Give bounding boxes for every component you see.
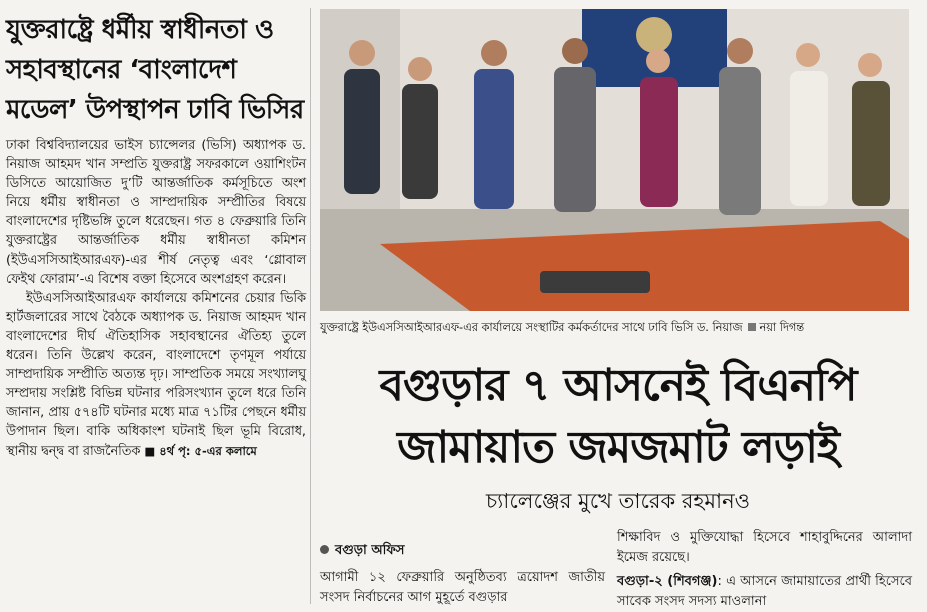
right-column-paragraph: শিক্ষাবিদ ও মুক্তিযোদ্ধা হিসেবে শাহাবুদ্দিনের আলাদা ইমেজ রয়েছে। — [617, 530, 912, 565]
left-article-headline — [6, 10, 306, 130]
caption-text: যুক্তরাষ্ট্রে ইউএসসিআইআরএফ-এর কার্যালয়ে সংস্থাটির কর্মকর্তাদের সাথে ঢাবি ভিসি ড. নিয়াজ — [320, 321, 743, 334]
news-photo — [320, 9, 909, 311]
main-headline-line: জামায়াত জমজমাট লড়াই — [397, 422, 839, 473]
continuation-note: ■ ৪র্থ পৃ: ৫-এর কলামে — [144, 443, 257, 458]
main-article-right-column — [617, 528, 912, 612]
square-bullet-icon — [748, 323, 756, 331]
byline-text: বগুড়া অফিস — [335, 543, 405, 558]
photo-caption — [320, 320, 920, 336]
column-divider — [310, 8, 311, 604]
left-article-paragraph — [6, 289, 306, 461]
right-column-section — [617, 572, 912, 612]
byline — [320, 541, 404, 562]
left-headline-line: যুক্তরাষ্ট্রে ধর্মীয় স্বাধীনতা ও — [6, 15, 274, 45]
left-headline-line: সহাবস্থানের ‘বাংলাদেশ — [6, 55, 237, 85]
main-headline — [318, 355, 918, 479]
left-article-paragraph: ঢাকা বিশ্ববিদ্যালয়ের ভাইস চ্যান্সেলর (ভিসি) অধ্যাপক ড. নিয়াজ আহমদ খান সম্প্রতি যুক্তরাষ্ট্র সফরকালে ওয়াশিংটন ডিসিতে আয়োজিত দু’টি আন্তর্জাতিক কর্মসূচিতে অংশ নিয়ে ধর্মীয় স্বাধীনতা ও সাম্প্রদায়িক সম্প্রীতির বিষয়ে বাংলাদেশের দৃষ্টিভঙ্গি তুলে ধরেছেন। গত ৪ ফেব্রুয়ারি তিনি যুক্তরাষ্ট্রের আন্তর্জাতিক ধর্মীয় স্বাধীনতা কমিশন (ইউএসসিআইআরএফ)-এর শীর্ষ নেতৃত্ব এবং ‘গ্লোবাল ফেইথ ফোরাম’-এ বিশেষ বক্তা হিসেবে অংশগ্রহণ করেন। — [6, 138, 306, 287]
photo-credit: নয়া দিগন্ত — [759, 321, 805, 334]
section-text: : এ আসনে জামায়াতের প্রার্থী হিসেবে সাবেক সংসদ সদস্য মাওলানা — [617, 574, 912, 609]
bullet-dot-icon — [320, 545, 329, 554]
group-photo-illustration — [320, 9, 909, 311]
main-article-intro: আগামী ১২ ফেব্রুয়ারি অনুষ্ঠিতব্য ত্রয়োদশ জাতীয় সংসদ নির্বাচনের আগ মুহূর্তে বগুড়ার — [320, 570, 605, 605]
left-article-body — [6, 136, 306, 461]
left-headline-line: মডেল’ উপস্থাপন ঢাবি ভিসির — [6, 95, 304, 125]
main-headline-line: বগুড়ার ৭ আসনেই বিএনপি — [379, 360, 857, 411]
left-article-paragraph-text: ইউএসসিআইআরএফ কার্যালয়ে কমিশনের চেয়ার ভিকি হার্টজলারের সাথে বৈঠকে অধ্যাপক ড. নিয়াজ আহমদ খান বাংলাদেশের দীর্ঘ ঐতিহাসিক সহাবস্থানের ঐতিহ্য তুলে ধরেন। তিনি উল্লেখ করেন, বাংলাদেশে তৃণমূল পর্যায়ে সাম্প্রদায়িক সম্প্রীতি অত্যন্ত দৃঢ়। সাম্প্রতিক সময়ে সংখ্যালঘু সম্প্রদায় সংশ্লিষ্ট বিভিন্ন ঘটনার পরিসংখ্যান তুলে ধরে তিনি জানান, প্রায় ৫৭৪টি ঘটনার মধ্যে মাত্র ৭১টির পেছনে ধর্মীয় উপাদান ছিল। বাকি অধিকাংশ ঘটনাই ছিল ভূমি বিরোধ, স্থানীয় দ্বন্দ্ব বা রাজনৈতিক — [6, 290, 306, 459]
sub-headline: চ্যালেঞ্জের মুখে তারেক রহমানও — [485, 489, 751, 513]
section-label: বগুড়া-২ (শিবগঞ্জ) — [617, 574, 718, 589]
left-article — [6, 8, 306, 604]
